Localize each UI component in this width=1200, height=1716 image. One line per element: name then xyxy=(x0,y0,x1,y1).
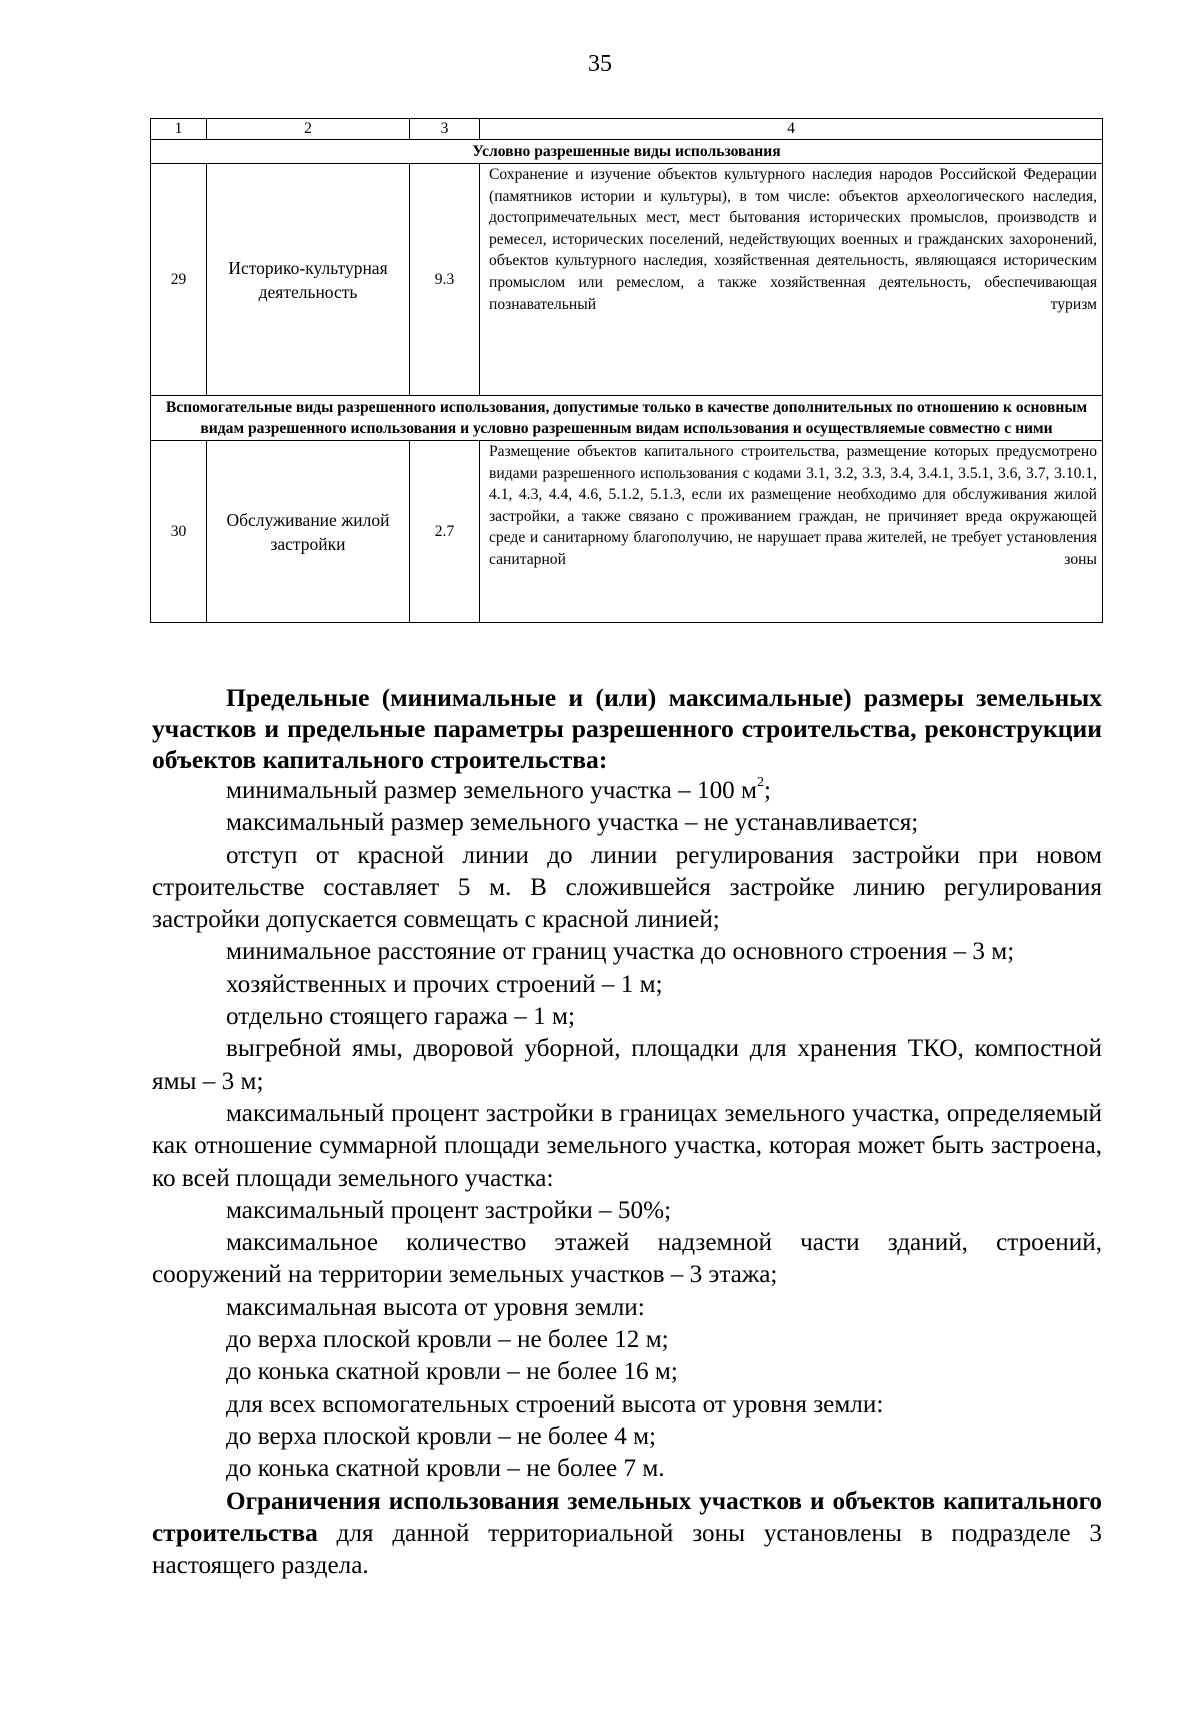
use-type-name: Историко-культурная деятельность xyxy=(207,164,410,396)
min-distance-garage: отдельно стоящего гаража – 1 м; xyxy=(226,1003,575,1031)
use-type-code: 2.7 xyxy=(410,441,480,623)
section-auxiliary-header: Вспомогательные виды разрешенного использования, допустимые только в качестве дополнительных по отношению к основным видам разрешенного использования и условно разрешенным видам использования и осуществляемые совместно с ними xyxy=(151,396,1103,441)
use-type-description: Размещение объектов капитального строительства, размещение которых предусмотрено видами разрешенного использования с кодами 3.1, 3.2, 3.3, 3.4, 3.4.1, 3.5.1, 3.6, 3.7, 3.10.1, 4.1, 4.3, 4.4, 4.6, 5.1.2, 5.1.3, если их размещение необходимо для обслуживания жилой застройки, а также связано с проживанием граждан, не причиняет вреда окружающей среде и санитарному благополучию, не нарушает права жителей, не требует установления санитарной зоны xyxy=(480,441,1103,623)
use-type-description: Сохранение и изучение объектов культурного наследия народов Российской Федерации (памятников истории и культуры), в том числе: объектов археологического наследия, достопримечательных мест, мест бытования исторических промыслов, производств и ремесел, исторических поселений, недействующих военных и гражданских захоронений, объектов культурного наследия, хозяйственная деятельность, являющаяся историческим промыслом или ремеслом, а также хозяйственная деятельность, обеспечивающая познавательный туризм xyxy=(480,164,1103,396)
row-number: 29 xyxy=(151,164,207,396)
build-percent-definition: максимальный процент застройки в границах земельного участка, определяемый как отношение суммарной площади земельного участка, которая может быть застроена, ко всей площади земельного участка: xyxy=(152,1099,1102,1192)
table-row xyxy=(151,441,1103,623)
min-plot-size-end: ; xyxy=(764,777,771,804)
use-type-name: Обслуживание жилой застройки xyxy=(207,441,410,623)
max-height-title: максимальная высота от уровня земли: xyxy=(226,1293,645,1321)
column-number: 2 xyxy=(207,119,410,140)
square-superscript: 2 xyxy=(757,775,764,790)
column-number: 1 xyxy=(151,119,207,140)
section-conditional-header: Условно разрешенные виды использования xyxy=(151,140,1103,164)
aux-height-pitched: до конька скатной кровли – не более 7 м. xyxy=(226,1455,665,1483)
restrictions-regular: для данной территориальной зоны установлены в подразделе 3 настоящего раздела. xyxy=(152,1519,1102,1580)
restrictions-paragraph xyxy=(152,1486,1102,1583)
setback-red-line: отступ от красной линии до линии регулирования застройки при новом строительстве составляет 5 м. В сложившейся застройке линию регулирования застройки допускается совмещать с красной линией; xyxy=(152,841,1102,934)
use-type-code: 9.3 xyxy=(410,164,480,396)
section-header-row xyxy=(151,396,1103,441)
aux-height-flat: до верха плоской кровли – не более 4 м; xyxy=(226,1422,657,1450)
limits-heading: Предельные (минимальные и (или) максимальные) размеры земельных участков и предельные параметры разрешенного строительства, реконструкции объектов капитального строительства: xyxy=(152,683,1102,774)
land-use-table xyxy=(150,118,1103,623)
height-pitched-roof: до конька скатной кровли – не более 16 м; xyxy=(226,1358,678,1386)
plot-parameters-section xyxy=(152,682,1102,1582)
max-plot-size: максимальный размер земельного участка – не устанавливается; xyxy=(226,809,919,837)
column-number: 3 xyxy=(410,119,480,140)
row-number: 30 xyxy=(151,441,207,623)
restrictions-bold: Ограничения использования земельных участков и объектов капитального строительства xyxy=(152,1487,1102,1547)
min-distance-auxiliary: хозяйственных и прочих строений – 1 м; xyxy=(226,970,663,998)
table-row xyxy=(151,164,1103,396)
column-number: 4 xyxy=(480,119,1103,140)
min-plot-size-text: минимальный размер земельного участка – 100 м xyxy=(226,777,757,804)
min-distance-pit: выгребной ямы, дворовой уборной, площадки для хранения ТКО, компостной ямы – 3 м; xyxy=(152,1035,1102,1095)
min-plot-size xyxy=(152,775,1102,807)
build-percent-value: максимальный процент застройки – 50%; xyxy=(226,1196,672,1224)
max-floors: максимальное количество этажей надземной части зданий, строений, сооружений на территории земельных участков – 3 этажа; xyxy=(152,1229,1102,1289)
height-flat-roof: до верха плоской кровли – не более 12 м; xyxy=(226,1326,669,1354)
section-header-row xyxy=(151,140,1103,164)
aux-height-title: для всех вспомогательных строений высота от уровня земли: xyxy=(226,1390,884,1418)
min-distance-main: минимальное расстояние от границ участка до основного строения – 3 м; xyxy=(226,938,1015,966)
table-column-numbers-row xyxy=(151,119,1103,140)
page-number: 35 xyxy=(588,51,612,77)
